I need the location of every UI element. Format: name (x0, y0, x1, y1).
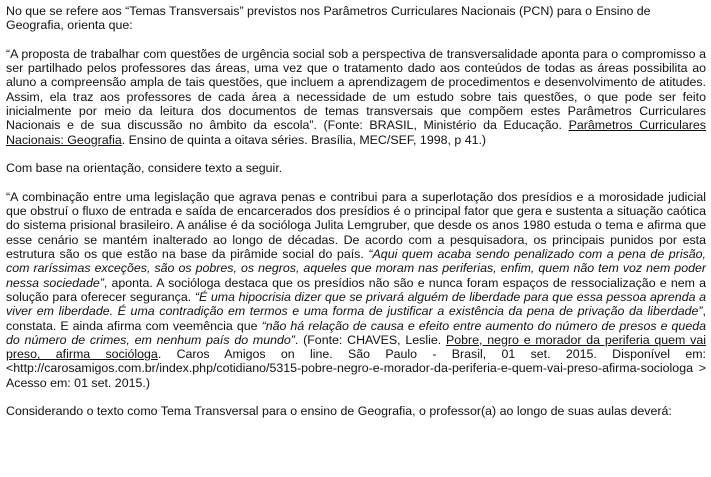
pcn-source-details: . Ensino de quinta a oitava séries. Brasília, MEC/SEF, 1998, p 41.) (121, 132, 487, 147)
article-text-4: . (Fonte: CHAVES, Leslie. (294, 332, 446, 347)
intro-paragraph: No que se refere aos “Temas Transversais” previstos nos Parâmetros Curriculares Nacionais (PCN) para o Ensino de Geografia, orienta que: (6, 4, 651, 33)
article-source-details: . Caros Amigos on line. São Paulo - Brasil, 01 set. 2015. Disponível em: <http://carosamigos.com.br/index.php/cotidiano/5315-pobre-negro-e-morador-da-periferia-e-quem-vai-preso-afirma-sociologa > Acesso em: 01 set. 2015.) (6, 347, 706, 390)
article-quote-b: “É uma hipocrisia dizer que se privará alguém de liberdade para que essa pessoa aprenda a viver em liberdade. É uma contradição em termos e uma forma de justificar a existência da pena de privação da liberdade” (6, 289, 706, 319)
article-paragraph (6, 190, 706, 390)
pcn-quote-paragraph (6, 47, 706, 147)
article-text-1: “A combinação entre uma legislação que agrava penas e contribui para a superlotação dos presídios e a morosidade judicial que obstruí o fluxo de entrada e saída de encarcerados dos presídios é o principal fator que gera e sustenta a situação caótica do sistema prisional brasileiro. A análise é da socióloga Julita Lemgruber, que desde os anos 1980 estuda o tema e afirma que esse cenário se mantém inalterado ao longo de décadas. De acordo com a pesquisadora, os principais punidos por esta estrutura são os que estão na base da pirâmide social do país. (6, 189, 706, 262)
question-paragraph: Considerando o texto como Tema Transversal para o ensino de Geografia, o professor(a) ao longo de suas aulas deverá: (6, 404, 672, 419)
instruction-paragraph: Com base na orientação, considere texto a seguir. (6, 161, 283, 176)
pcn-quote-text: “A proposta de trabalhar com questões de urgência social sob a perspectiva de transversalidade aponta para o compromisso a ser partilhado pelos professores das áreas, uma vez que o tratamento dado aos conteúdos de todas as áreas possibilita ao aluno a compreensão ampla de tais questões, que incluem a aprendizagem de procedimentos e desenvolvimento de atitudes. Assim, ela traz aos professores de cada área a necessidade de um estudo sobre tais questões, o que pode ser feito inicialmente por meio da leitura dos documentos de temas transversais que compõem estes Parâmetros Curriculares Nacionais e de sua discussão no âmbito da escola”. (Fonte: BRASIL, Ministério da Educação. (6, 46, 706, 133)
article-quote-c: “não há relação de causa e efeito entre aumento do número de presos e queda do número de crimes, em nenhum país do mundo” (6, 318, 706, 347)
article-text-2: , aponta. A socióloga destaca que os presídios não são e nunca foram espaços de ressocialização e nem a solução para oferecer segurança. (6, 275, 706, 304)
pcn-source-title: Parâmetros Curriculares Nacionais: Geografia (6, 118, 706, 147)
article-text-3: , constata. E ainda afirma com veemência que (6, 304, 706, 333)
article-quote-a: “Aqui quem acaba sendo penalizado com a pena de prisão, com raríssimas exceções, são os pobres, os negros, aqueles que moram nas periferias, enfim, quem não tem voz nem poder nessa sociedade” (6, 247, 707, 290)
article-source-title: Pobre, negro e morador da periferia quem vai preso, afirma socióloga (6, 332, 706, 362)
